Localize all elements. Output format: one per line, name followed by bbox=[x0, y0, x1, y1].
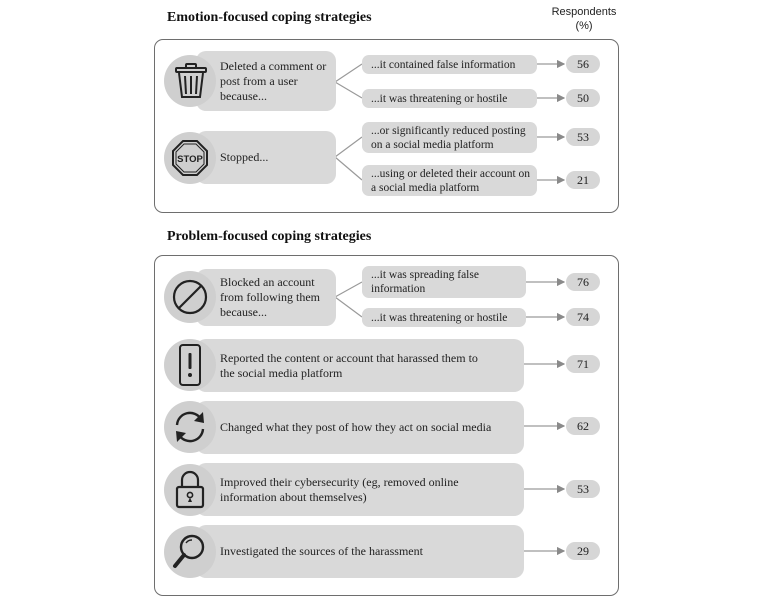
deleted-branch-lines bbox=[335, 64, 362, 98]
deleted-strategy-box bbox=[196, 51, 336, 111]
changed-strategy-box bbox=[196, 401, 524, 454]
changed-strategy-label: Changed what they post of how they act on social media bbox=[220, 420, 492, 434]
stopped-using-value: 21 bbox=[566, 171, 600, 189]
stopped-strategy-box bbox=[196, 131, 336, 184]
stopped-reason-using: ...using or deleted their account on a social media platform bbox=[362, 165, 537, 196]
blocked-strategy-box bbox=[196, 269, 336, 326]
investigated-strategy-box bbox=[196, 525, 524, 578]
magnifier-icon bbox=[172, 533, 208, 571]
stop-sign-icon bbox=[172, 140, 208, 176]
deleted-reason-threatening: ...it was threatening or hostile bbox=[362, 89, 537, 108]
block-icon bbox=[172, 279, 208, 315]
stopped-strategy-label: Stopped... bbox=[220, 150, 269, 164]
blocked-false-info-value: 76 bbox=[566, 273, 600, 291]
cybersecurity-strategy-box bbox=[196, 463, 524, 516]
reported-strategy-box bbox=[196, 339, 524, 392]
blocked-threatening-value: 74 bbox=[566, 308, 600, 326]
stopped-branch-lines bbox=[335, 137, 362, 180]
respondents-unit: (%) bbox=[575, 20, 593, 32]
trash-can-icon bbox=[174, 63, 208, 99]
deleted-strategy-label: Deleted a comment or post from a user because... bbox=[220, 58, 327, 103]
deleted-false-info-value: 56 bbox=[566, 55, 600, 73]
changed-value: 62 bbox=[566, 417, 600, 435]
cybersecurity-strategy-label: Improved their cybersecurity (eg, removed online information about themselves) bbox=[220, 474, 459, 504]
reported-strategy-label: Reported the content or account that harassed them to the social media platform bbox=[220, 350, 478, 380]
blocked-reason-threatening: ...it was threatening or hostile bbox=[362, 308, 526, 327]
stopped-reason-posting: ...or significantly reduced posting on a social media platform bbox=[362, 122, 537, 153]
investigated-strategy-label: Investigated the sources of the harassment bbox=[220, 544, 423, 558]
cybersecurity-value: 53 bbox=[566, 480, 600, 498]
reported-value: 71 bbox=[566, 355, 600, 373]
phone-alert-icon bbox=[178, 344, 202, 386]
refresh-arrows-icon bbox=[172, 409, 208, 445]
blocked-strategy-label: Blocked an account from following them because... bbox=[220, 275, 320, 319]
respondents-label: Respondents bbox=[551, 6, 617, 18]
investigated-value: 29 bbox=[566, 542, 600, 560]
stop-sign-text: STOP bbox=[177, 154, 203, 165]
deleted-reason-false-info: ...it contained false information bbox=[362, 55, 537, 74]
blocked-reason-false-info: ...it was spreading false information bbox=[362, 266, 526, 298]
padlock-icon bbox=[175, 469, 205, 509]
deleted-threatening-value: 50 bbox=[566, 89, 600, 107]
blocked-branch-lines bbox=[335, 282, 362, 317]
stopped-posting-value: 53 bbox=[566, 128, 600, 146]
problem-section-title: Problem-focused coping strategies bbox=[167, 229, 372, 244]
emotion-section-title: Emotion-focused coping strategies bbox=[167, 10, 372, 25]
